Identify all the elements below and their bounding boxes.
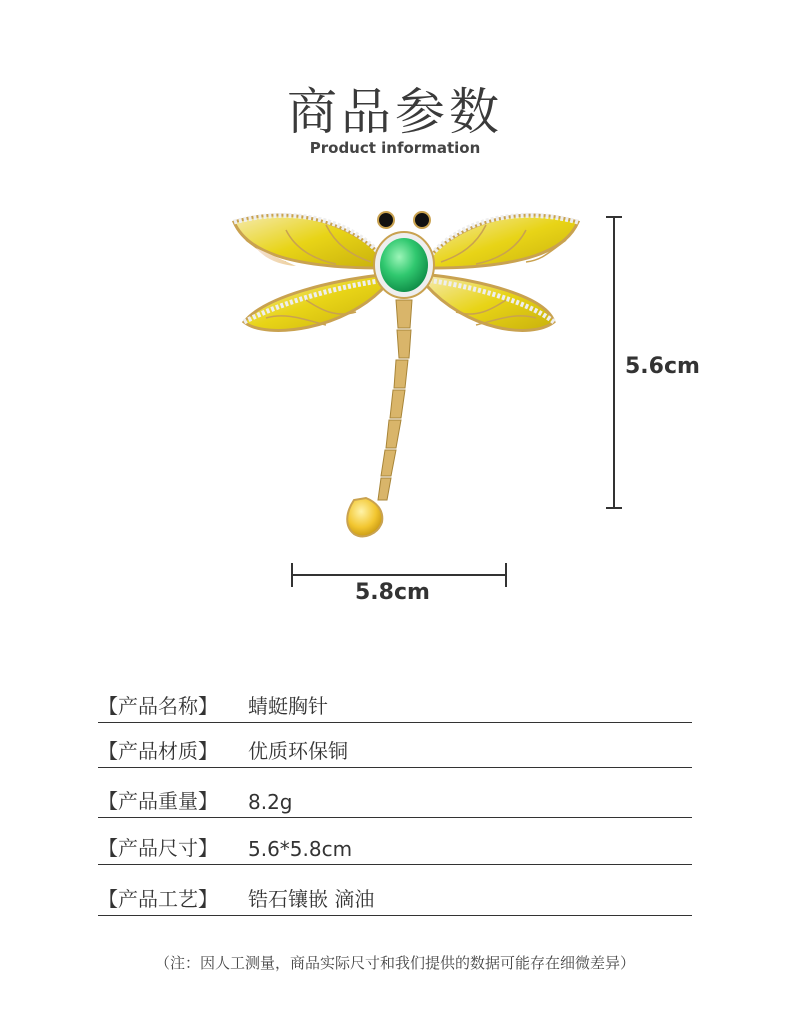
spec-row-weight bbox=[98, 787, 692, 818]
spec-key: 【产品工艺】 bbox=[98, 887, 218, 911]
spec-key: 【产品材质】 bbox=[98, 739, 218, 763]
spec-key: 【产品重量】 bbox=[98, 789, 218, 813]
page-subtitle: Product information bbox=[309, 139, 481, 157]
spec-key: 【产品名称】 bbox=[98, 694, 218, 718]
dragonfly-brooch-image bbox=[226, 200, 586, 540]
page-title: 商品参数 bbox=[287, 83, 503, 141]
spec-value: 蜻蜓胸针 bbox=[248, 694, 328, 718]
spec-value: 锆石镶嵌 滴油 bbox=[248, 887, 375, 911]
width-label: 5.8cm bbox=[355, 580, 430, 605]
spec-value: 5.6*5.8cm bbox=[248, 837, 353, 861]
spec-value: 8.2g bbox=[248, 790, 293, 814]
spec-row-name bbox=[98, 692, 692, 723]
spec-key: 【产品尺寸】 bbox=[98, 836, 218, 860]
height-dimension-line bbox=[606, 216, 622, 509]
measurement-note: （注：因人工测量，商品实际尺寸和我们提供的数据可能存在细微差异） bbox=[154, 954, 635, 972]
height-label: 5.6cm bbox=[625, 354, 700, 379]
spec-value: 优质环保铜 bbox=[248, 739, 348, 763]
spec-row-size bbox=[98, 834, 692, 865]
spec-row-craft bbox=[98, 885, 692, 916]
spec-row-material bbox=[98, 737, 692, 768]
